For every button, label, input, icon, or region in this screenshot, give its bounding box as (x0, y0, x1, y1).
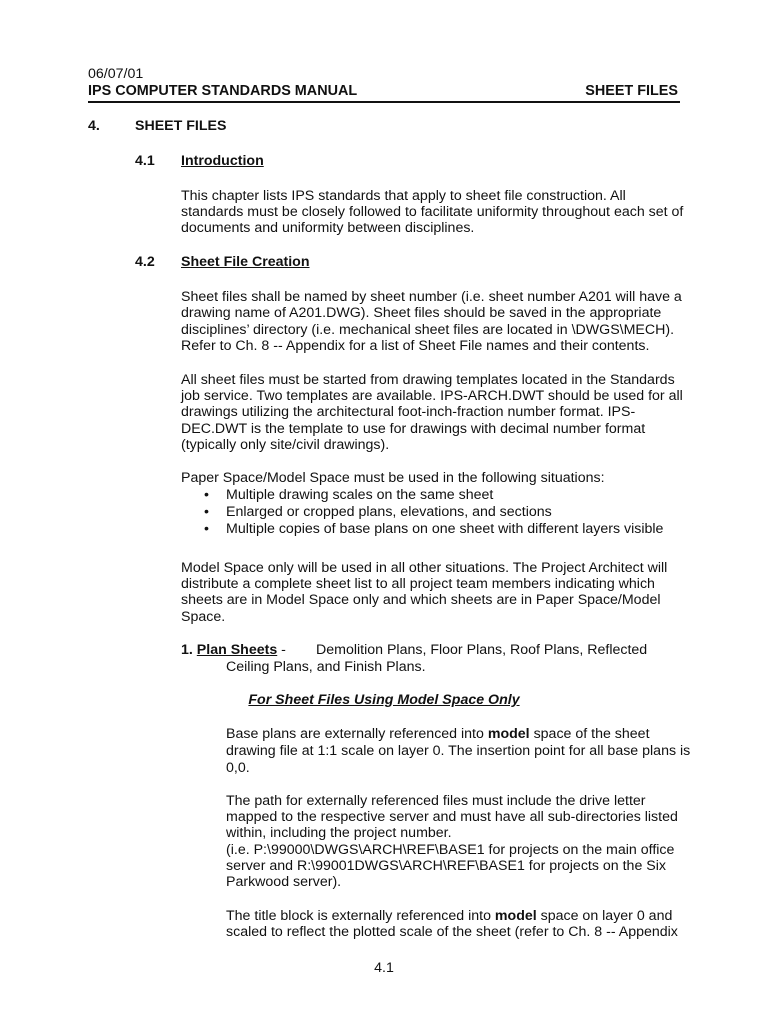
body-line: Sheet files shall be named by sheet number (i.e. sheet number A201 will have a (181, 289, 682, 305)
page-number: 4.1 (374, 960, 394, 976)
body-line: server and R:\99001DWGS\ARCH\REF\BASE1 for projects on the Six (226, 858, 666, 874)
body-line: Parkwood server). (226, 874, 342, 890)
bullet-icon: • (204, 521, 209, 537)
body-line: job service. Two templates are available. IPS-ARCH.DWT should be used for all (181, 388, 683, 404)
body-line: DEC.DWT is the template to use for drawings with decimal number format (181, 421, 646, 437)
body-line: scaled to reflect the plotted scale of the sheet (refer to Ch. 8 -- Appendix (226, 924, 678, 940)
intro-line: standards must be closely followed to facilitate uniformity throughout each set of (181, 204, 684, 220)
bullet-icon: • (204, 487, 209, 503)
manual-title: IPS COMPUTER STANDARDS MANUAL (88, 83, 358, 99)
bold-term: model (487, 726, 530, 742)
plan-sheets-number: 1. (181, 642, 193, 658)
bullet-icon: • (204, 504, 209, 520)
body-line: Model Space only will be used in all other situations. The Project Architect will (181, 560, 668, 576)
model-space-subheading: For Sheet Files Using Model Space Only (248, 692, 520, 708)
body-line: (i.e. P:\99000\DWGS\ARCH\REF\BASE1 for projects on the main office (226, 842, 675, 858)
text-run: The title block is externally referenced into (226, 908, 495, 924)
body-line: All sheet files must be started from drawing templates located in the Standards (181, 372, 675, 388)
text-run: space on layer 0 and (536, 908, 673, 924)
body-line: drawing name of A201.DWG). Sheet files should be saved in the appropriate (181, 305, 662, 321)
section-number: 4.2 (135, 254, 155, 270)
bullet-item: Multiple copies of base plans on one sheet with different layers visible (226, 521, 664, 537)
intro-line: This chapter lists IPS standards that apply to sheet file construction. All (181, 188, 626, 204)
section-title: Introduction (181, 153, 264, 169)
body-line (226, 908, 672, 924)
bold-term: model (494, 908, 537, 924)
body-line: disciplines’ directory (i.e. mechanical sheet files are located in \DWGS\MECH). (181, 322, 675, 338)
section-number: 4.1 (135, 153, 155, 169)
chapter-title: SHEET FILES (135, 118, 227, 134)
section-title: Sheet File Creation (181, 254, 310, 270)
body-line: The path for externally referenced files must include the drive letter (226, 793, 646, 809)
plan-sheets-desc: Ceiling Plans, and Finish Plans. (226, 659, 426, 675)
intro-line: documents and uniformity between disciplines. (181, 220, 475, 236)
chapter-number: 4. (88, 118, 100, 134)
body-line: sheets are in Model Space only and which sheets are in Paper Space/Model (181, 592, 661, 608)
plan-sheets-dash: - (277, 642, 286, 658)
header-bar (88, 83, 680, 99)
body-line: 0,0. (226, 760, 250, 776)
plan-sheets-label: Plan Sheets (196, 642, 278, 658)
body-line: within, including the project number. (226, 825, 452, 841)
bullet-item: Enlarged or cropped plans, elevations, and sections (226, 504, 552, 520)
header-rule (88, 101, 680, 103)
header-section-title: SHEET FILES (585, 83, 678, 99)
plan-sheets-desc: Demolition Plans, Floor Plans, Roof Plans, Reflected (316, 642, 648, 658)
body-line (226, 726, 650, 742)
plan-sheets-heading (181, 642, 286, 658)
body-line: Refer to Ch. 8 -- Appendix for a list of Sheet File names and their contents. (181, 338, 650, 354)
header-date: 06/07/01 (88, 66, 144, 82)
text-run: Base plans are externally referenced into (226, 726, 488, 742)
body-line: Paper Space/Model Space must be used in the following situations: (181, 470, 605, 486)
body-line: drawing file at 1:1 scale on layer 0. The insertion point for all base plans is (226, 743, 691, 759)
body-line: distribute a complete sheet list to all project team members indicating which (181, 576, 655, 592)
text-run: space of the sheet (529, 726, 650, 742)
bullet-item: Multiple drawing scales on the same sheet (226, 487, 494, 503)
body-line: mapped to the respective server and must have all sub-directories listed (226, 809, 678, 825)
body-line: drawings utilizing the architectural foot-inch-fraction number format. IPS- (181, 404, 636, 420)
body-line: (typically only site/civil drawings). (181, 437, 390, 453)
body-line: Space. (181, 609, 226, 625)
